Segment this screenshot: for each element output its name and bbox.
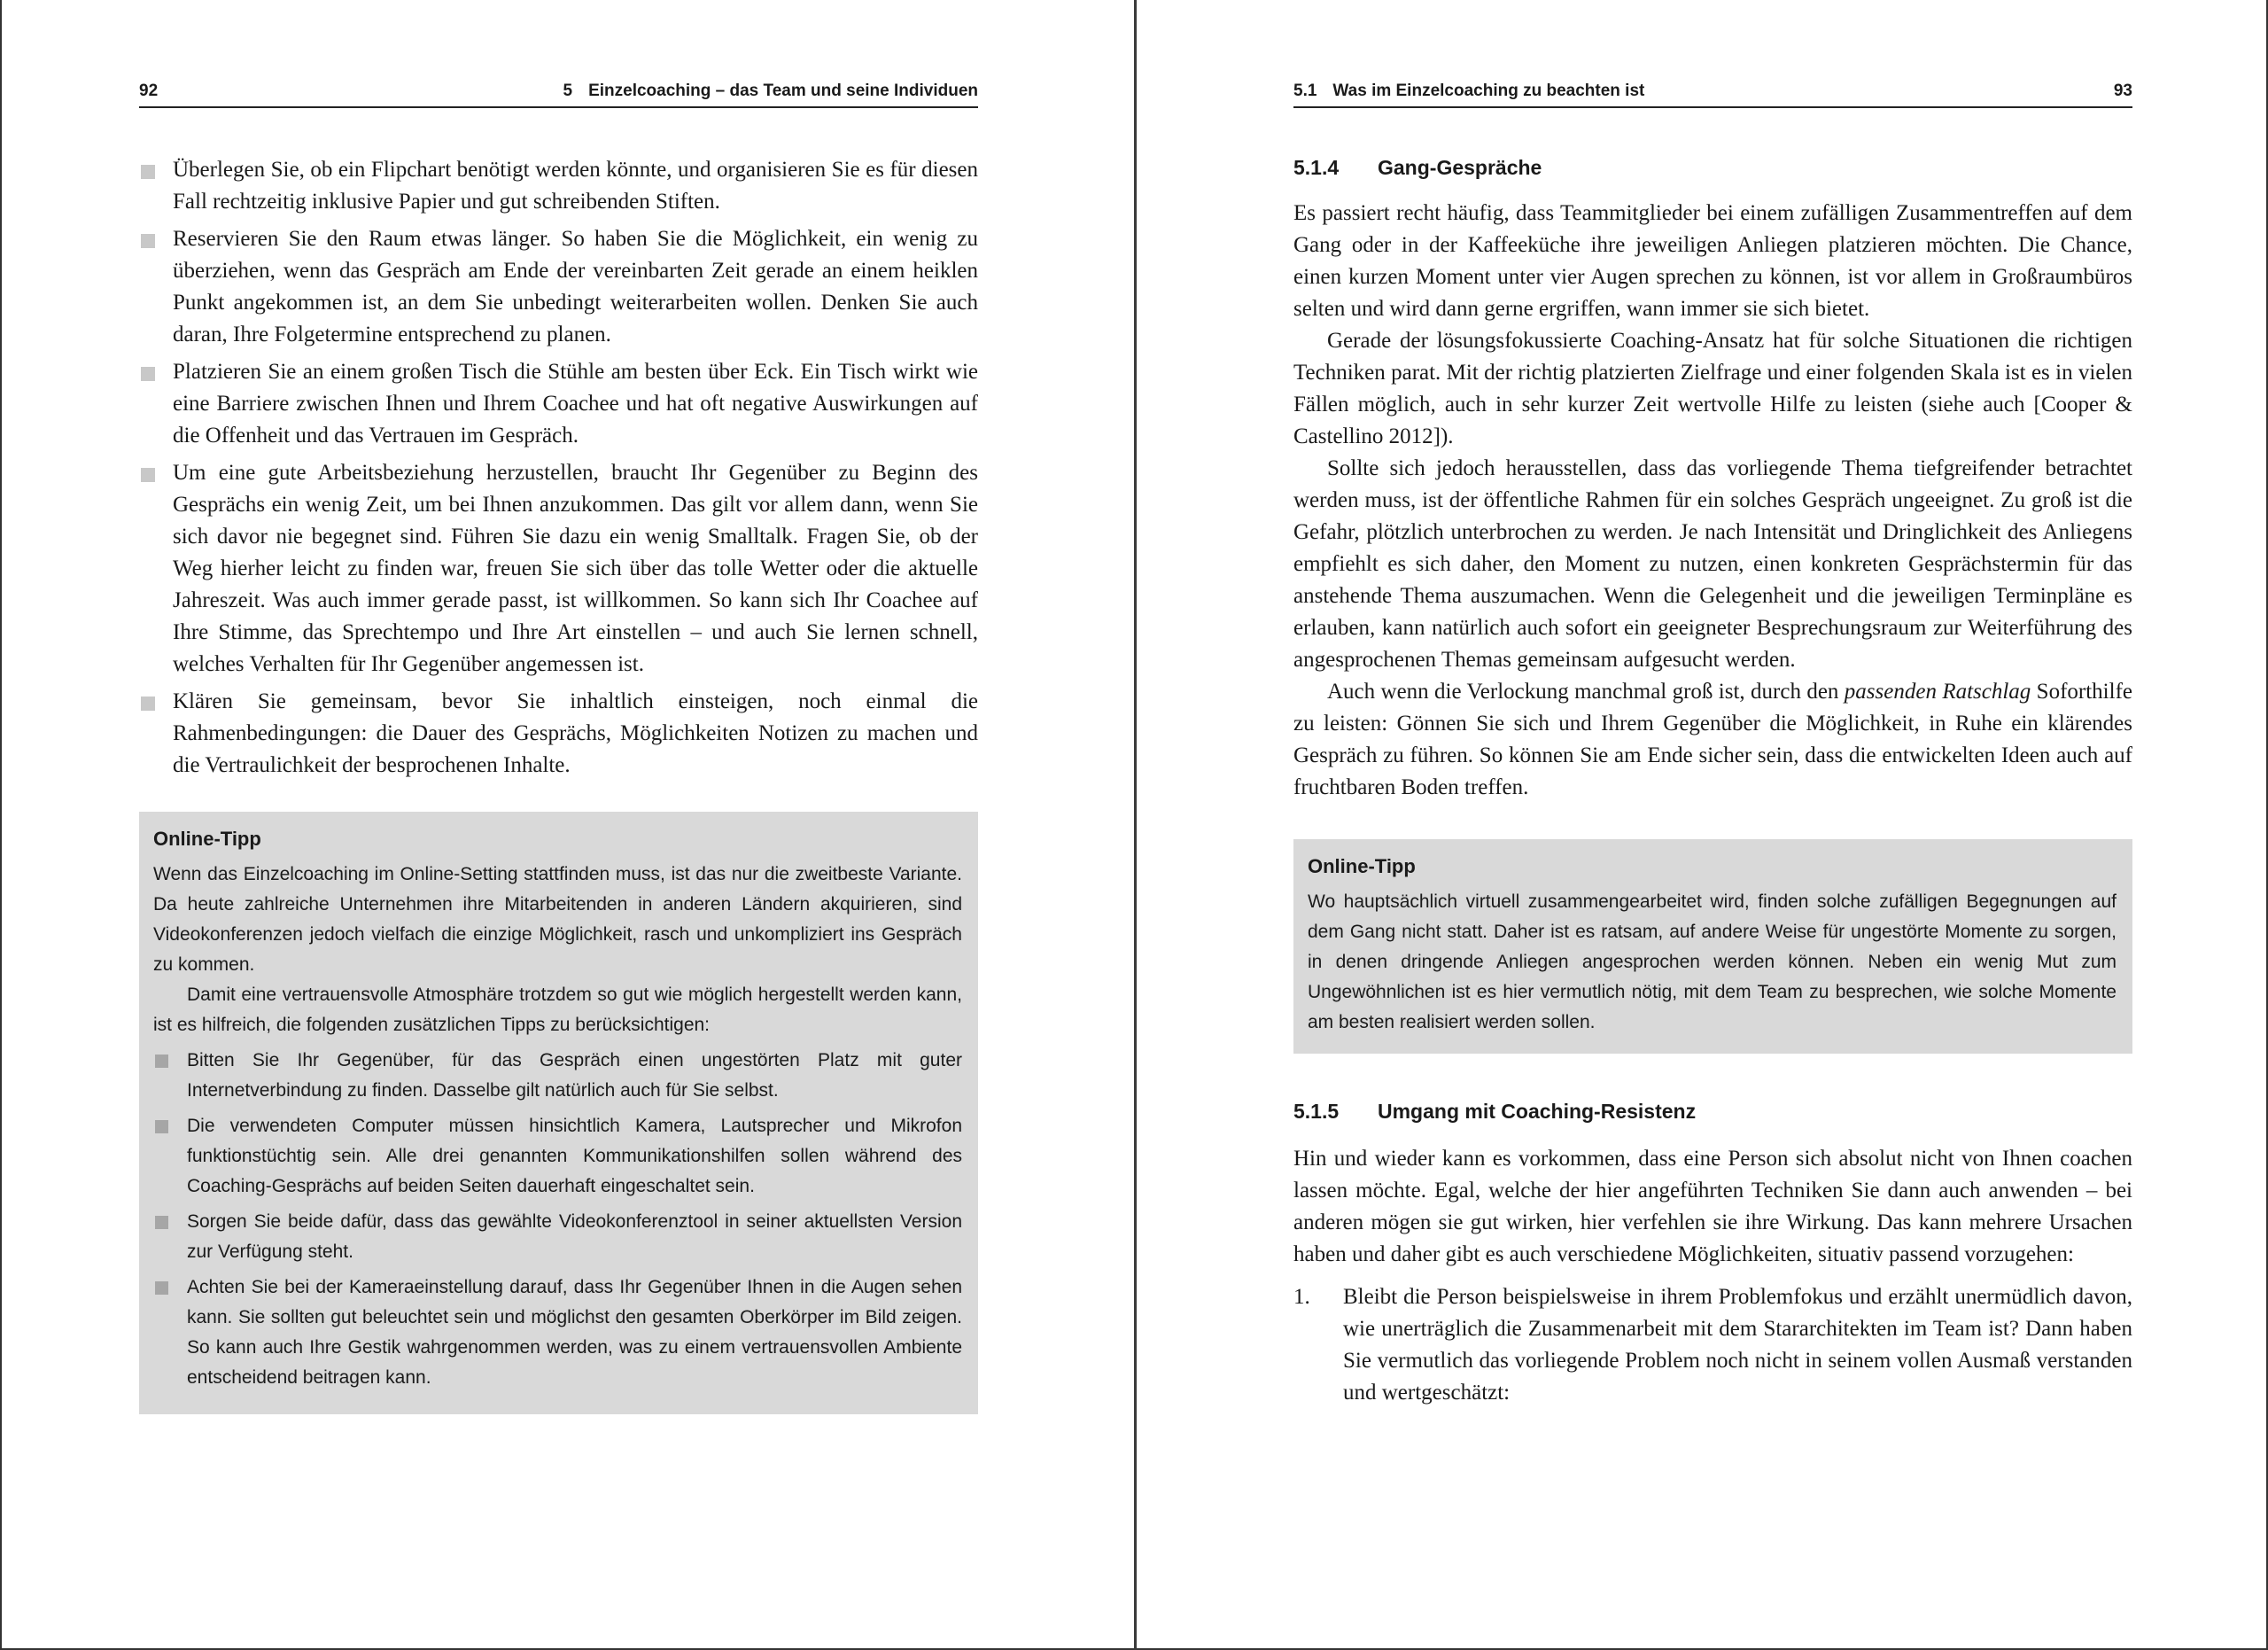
paragraph: Auch wenn die Verlockung manchmal groß ist, durch den passenden Ratschlag Soforthilfe zu leisten: Gönnen Sie sich und Ihrem Gegenüber die Möglichkeit, in Ruhe ein klärendes Gespräch zu führen. So können Sie am Ende sicher sein, dass die entwickelten Ideen auch auf fruchtbaren Boden treffen. <box>1293 680 2132 799</box>
left-body <box>139 151 978 1414</box>
tip-heading: Online-Tipp <box>1308 855 1416 877</box>
square-bullet-icon <box>141 468 155 482</box>
page-number: 92 <box>139 82 159 100</box>
running-header-right <box>1293 78 2132 108</box>
paragraph: Hin und wieder kann es vorkommen, dass eine Person sich absolut nicht von Ihnen coachen lassen möchte. Egal, welche der hier angeführten Techniken Sie dann auch anwenden – bei anderen mögen sie gut wirken, hier verfehlen sie ihre Wirkung. Das kann mehrere Ursachen haben und daher gibt es auch verschiedene Möglichkeiten, situativ passend vorzugehen: <box>1293 1147 2132 1266</box>
chapter-number: 5 <box>563 82 573 100</box>
online-tip-box <box>1293 839 2132 1054</box>
subsection-heading: 5.1.4 Gang-Gespräche <box>1293 156 1542 179</box>
square-bullet-icon <box>155 1281 168 1295</box>
chapter-heading <box>563 82 979 101</box>
running-header-left <box>139 78 978 108</box>
list-item: 1. Bleibt die Person beispielsweise in ihrem Problemfokus und erzählt unermüdlich davon, wie unerträglich die Zusammenarbeit mit dem Stararchitekten im Team ist? Dann haben Sie vermutlich das vorliegende Problem noch nicht in seinem vollen Ausmaß verstanden und wertgeschätzt: <box>1293 1285 2132 1405</box>
right-page <box>1293 0 2132 1650</box>
subsection-text <box>1293 1143 2132 1409</box>
numbered-list <box>1293 1281 2132 1409</box>
emphasis: passenden Ratschlag <box>1844 680 2031 704</box>
square-bullet-icon <box>155 1216 168 1229</box>
square-bullet-icon <box>141 367 155 381</box>
chapter-title: Einzelcoaching – das Team und seine Individuen <box>588 82 978 100</box>
bullet-list <box>139 154 978 782</box>
section-heading <box>1293 82 1644 101</box>
online-tip-box <box>139 812 978 1414</box>
paragraph: Gerade der lösungsfokussierte Coaching-Ansatz hat für solche Situationen die richtigen Techniken parat. Mit der richtig platzierten Zielfrage und einer folgenden Skala ist es in vielen Fällen möglich, auch in sehr kurzer Zeit wertvolle Hilfe zu leisten (siehe auch [Cooper & Castellino 2012]). <box>1293 329 2132 448</box>
paragraph: Es passiert recht häufig, dass Teammitglieder bei einem zufälligen Zusammentreffen auf dem Gang oder in der Kaffeeküche ihre jeweiligen Anliegen platzieren möchten. Die Chance, einen kurzen Moment unter vier Augen sprechen zu können, ist vor allem in Großraumbüros selten und wird dann gerne ergriffen, wann immer sie sich bietet. <box>1293 201 2132 321</box>
tip-paragraph: Damit eine vertrauensvolle Atmosphäre trotzdem so gut wie möglich hergestellt werden kann, ist es hilfreich, die folgenden zusätzlichen Tipps zu berücksichtigen: <box>153 985 962 1035</box>
tip-bullet-list <box>153 1046 962 1393</box>
subsection-heading: 5.1.5 Umgang mit Coaching-Resistenz <box>1293 1100 1697 1123</box>
list-item: Bitten Sie Ihr Gegenüber, für das Gespräch einen ungestörten Platz mit guter Internetverbindung zu finden. Dasselbe gilt natürlich auch für Sie selbst. <box>153 1046 962 1106</box>
subsection-text <box>1293 198 2132 804</box>
section-number: 5.1 <box>1293 82 1317 100</box>
list-item: Sorgen Sie beide dafür, dass das gewählte Videokonferenztool in seiner aktuellsten Version zur Verfügung steht. <box>153 1207 962 1267</box>
list-item: Die verwendeten Computer müssen hinsichtlich Kamera, Lautsprecher und Mikrofon funktionstüchtig sein. Alle drei genannten Kommunikationshilfen sollen während des Coaching-Gesprächs auf beiden Seiten dauerhaft eingeschaltet sein. <box>153 1111 962 1202</box>
list-item: Achten Sie bei der Kameraeinstellung darauf, dass Ihr Gegenüber Ihnen in die Augen sehen kann. Sie sollten gut beleuchtet sein und möglichst den gesamten Oberkörper im Bild zeigen. So kann auch Ihre Gestik wahrgenommen werden, was zu einem vertrauensvollen Ambiente entscheidend beitragen kann. <box>153 1273 962 1393</box>
page-gutter <box>1134 0 1137 1650</box>
tip-paragraph: Wo hauptsächlich virtuell zusammengearbeitet wird, finden solche zufälligen Begegnungen auf dem Gang nicht statt. Daher ist es ratsam, auf andere Weise für ungestörte Momente zu sorgen, in denen dringende Anliegen angesprochen werden können. Neben ein wenig Mut zum Ungewöhnlichen ist es hier vermutlich nötig, mit dem Team zu besprechen, wie solche Momente am besten realisiert werden sollen. <box>1308 891 2117 1032</box>
square-bullet-icon <box>155 1055 168 1068</box>
list-item: Reservieren Sie den Raum etwas länger. So haben Sie die Möglichkeit, ein wenig zu überziehen, wenn das Gespräch am Ende der vereinbarten Zeit gerade an einem heiklen Punkt angekommen ist, an dem Sie unbedingt weiterarbeiten wollen. Denken Sie auch daran, Ihre Folgetermine entsprechend zu planen. <box>139 223 978 351</box>
tip-heading: Online-Tipp <box>153 828 261 850</box>
list-item: Überlegen Sie, ob ein Flipchart benötigt werden könnte, und organisieren Sie es für diesen Fall rechtzeitig inklusive Papier und gut schreibenden Stiften. <box>139 154 978 218</box>
page-number: 93 <box>2113 82 2132 100</box>
left-page <box>139 0 978 1650</box>
paragraph: Sollte sich jedoch herausstellen, dass das vorliegende Thema tiefgreifender betrachtet werden muss, ist der öffentliche Rahmen für ein solches Gespräch ungeeignet. Zu groß ist die Gefahr, plötzlich unterbrochen zu werden. Je nach Intensität und Dringlichkeit des Anliegens empfiehlt es sich daher, den Moment zu nutzen, einen konkreten Gesprächstermin für das anstehende Thema auszumachen. Wenn die Gelegenheit und die jeweiligen Terminpläne es erlauben, kann natürlich auch sofort ein geeigneter Besprechungsraum zur Weiterführung des angesprochenen Themas gemeinsam aufgesucht werden. <box>1293 456 2132 672</box>
right-body <box>1293 156 2132 1409</box>
list-item: Platzieren Sie an einem großen Tisch die Stühle am besten über Eck. Ein Tisch wirkt wie eine Barriere zwischen Ihnen und Ihrem Coachee und hat oft negative Auswirkungen auf die Offenheit und das Vertrauen im Gespräch. <box>139 356 978 452</box>
tip-paragraph: Wenn das Einzelcoaching im Online-Setting stattfinden muss, ist das nur die zweitbeste Variante. Da heute zahlreiche Unternehmen ihre Mitarbeitenden in anderen Ländern akquirieren, sind Videokonferenzen jedoch vielfach die einzige Möglichkeit, rasch und unkompliziert ins Gespräch zu kommen. <box>153 864 962 975</box>
section-title: Was im Einzelcoaching zu beachten ist <box>1332 82 1645 100</box>
square-bullet-icon <box>141 165 155 179</box>
list-item: Klären Sie gemeinsam, bevor Sie inhaltlich einsteigen, noch einmal die Rahmenbedingungen: die Dauer des Gesprächs, Möglichkeiten Notizen zu machen und die Vertraulichkeit der besprochenen Inhalte. <box>139 686 978 782</box>
square-bullet-icon <box>141 234 155 248</box>
list-item: Um eine gute Arbeitsbeziehung herzustellen, braucht Ihr Gegenüber zu Beginn des Gesprächs ein wenig Zeit, um bei Ihnen anzukommen. Das gilt vor allem dann, wenn Sie sich davor nie begegnet sind. Führen Sie dazu ein wenig Smalltalk. Fragen Sie, ob der Weg hierher leicht zu finden war, freuen Sie sich über das tolle Wetter oder die aktuelle Jahreszeit. Was auch immer gerade passt, ist willkommen. So kann sich Ihr Coachee auf Ihre Stimme, das Sprechtempo und Ihre Art einstellen – und auch Sie lernen schnell, welches Verhalten für Ihr Gegenüber angemessen ist. <box>139 457 978 681</box>
square-bullet-icon <box>141 697 155 711</box>
square-bullet-icon <box>155 1120 168 1133</box>
